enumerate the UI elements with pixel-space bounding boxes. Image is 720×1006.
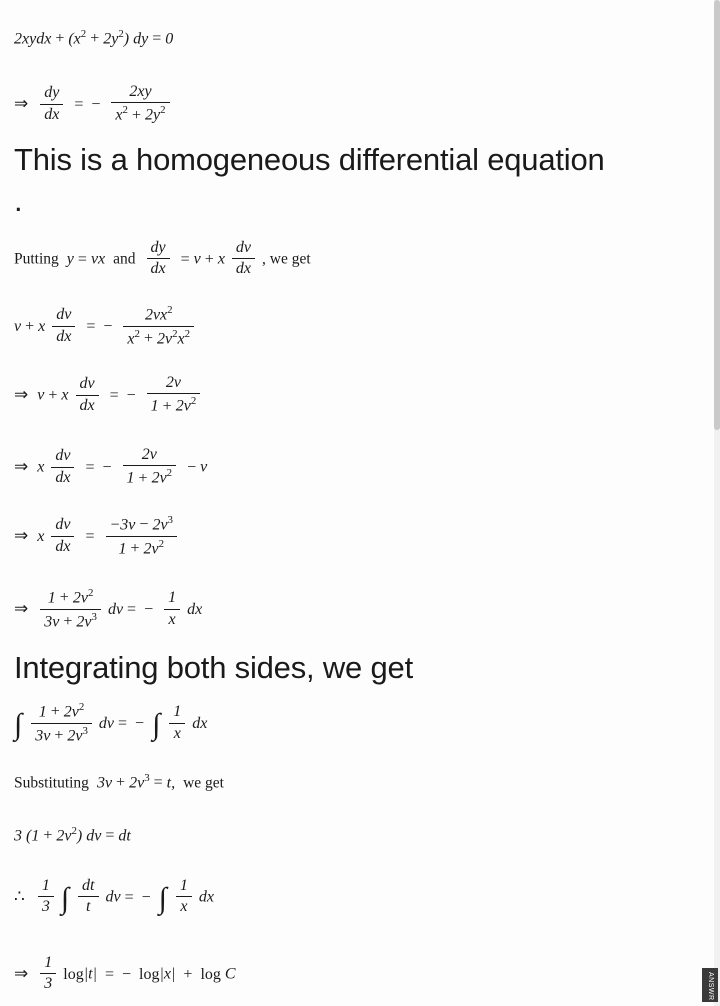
equation-differential-t xyxy=(14,825,131,845)
log-label: log xyxy=(63,965,84,983)
equation-integral xyxy=(14,702,207,746)
equation-dy-dx xyxy=(14,84,173,126)
word-putting: Putting xyxy=(14,250,59,268)
math-expression: ∫ $\frac{1 + 2v^2}{3v + 2v^3}$ dv = − ∫ $\frac{1}{x}$ dx xyxy=(14,701,208,745)
math-expression: ⇒ $\frac{1 + 2v^2}{3v + 2v^3}$ dv = − $\frac{1}{x}$ dx xyxy=(14,587,203,631)
implies-icon: ⇒ xyxy=(14,456,29,476)
math-expression: ∴ $\frac{1}{3}$ ∫ $\frac{dt}{t}$ dv = − ∫ $\frac{1}{x}$ dx xyxy=(14,877,214,916)
math-expression: ⇒ v + x $\frac{dv}{dx}$ = − $\frac{2v}{1 + 2v^2}$ xyxy=(14,375,203,417)
integral-icon: ∫ xyxy=(60,881,70,915)
scrollbar-track[interactable] xyxy=(714,0,720,1006)
statement-substitution-v xyxy=(14,240,311,280)
math-expression: Putting y = vx and $\frac{dy}{dx}$ = v + x $\frac{dv}{dx}$ , we get xyxy=(14,239,311,278)
math-expression: ⇒ $\frac{dy}{dx}$ = − $\frac{2xy}{x^2 + 2y^2}$ xyxy=(14,84,173,126)
equation-separated xyxy=(14,588,202,632)
heading-homogeneous: This is a homogeneous differential equation . xyxy=(14,142,605,218)
statement-substitution-t xyxy=(14,772,224,792)
integral-icon: ∫ xyxy=(152,708,161,742)
equation-original xyxy=(14,28,173,48)
math-expression: 2xydx + $(x^2 + 2y^2)$ dy = 0 xyxy=(14,28,174,48)
math-expression: 3 $(1 + 2v^2)$ dv = dt xyxy=(14,825,131,845)
integral-icon: ∫ xyxy=(158,881,167,915)
word-substituting: Substituting xyxy=(14,774,89,792)
scrollbar-thumb[interactable] xyxy=(714,0,720,430)
phrase-we-get: , we get xyxy=(262,250,311,268)
implies-icon: ⇒ xyxy=(14,525,29,545)
log-label: log xyxy=(200,965,221,983)
phrase-we-get: we get xyxy=(183,774,224,792)
math-expression: ⇒ x $\frac{dv}{dx}$ = $\frac{-3v - 2v^3}{1 + 2v^2}$ xyxy=(14,515,180,559)
equation-isolated xyxy=(14,447,207,489)
implies-icon: ⇒ xyxy=(14,384,29,404)
word-and: and xyxy=(113,250,136,268)
math-expression: Substituting $3v + 2v^3 = t$, we get xyxy=(14,772,224,792)
integral-icon: ∫ xyxy=(14,708,23,742)
implies-icon: ⇒ xyxy=(14,598,29,618)
math-expression: v + x $\frac{dv}{dx}$ = − $\frac{2vx^2}{x^2 + 2v^2x^2}$ xyxy=(14,305,197,349)
equation-log-result xyxy=(14,955,236,995)
math-expression: ⇒ x $\frac{dv}{dx}$ = − $\frac{2v}{1 + 2v^2}$ − v xyxy=(14,446,208,487)
therefore-icon: ∴ xyxy=(14,886,25,906)
math-expression: ⇒ $\frac{1}{3}$ log|t| = − log|x| + log C xyxy=(14,954,236,993)
equation-simplified xyxy=(14,375,203,417)
equation-substituted xyxy=(14,305,197,349)
implies-icon: ⇒ xyxy=(14,963,29,983)
heading-integrating: Integrating both sides, we get xyxy=(14,650,413,685)
watermark-badge: ANSWR xyxy=(702,968,718,1002)
log-label: log xyxy=(139,965,160,983)
equation-combined xyxy=(14,515,180,559)
implies-icon: ⇒ xyxy=(14,93,29,113)
equation-integral-t xyxy=(14,878,214,918)
